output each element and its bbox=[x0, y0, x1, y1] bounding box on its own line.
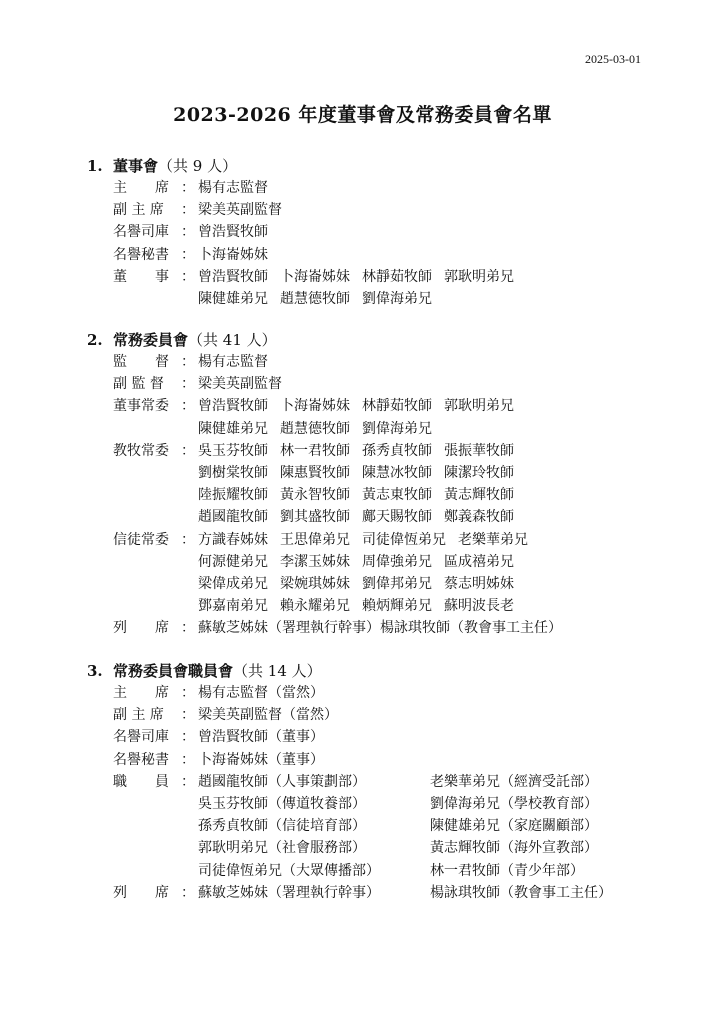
role-colon: ： bbox=[181, 685, 195, 701]
member-name: 林靜茹牧師 bbox=[362, 398, 432, 415]
member-name: 陸振耀牧師 bbox=[198, 487, 268, 504]
member-with-department: 吳玉芬牧師（傳道牧養部） bbox=[198, 796, 366, 812]
member-names bbox=[198, 551, 526, 571]
member-name: 曾浩賢牧師 bbox=[198, 224, 268, 241]
member-names bbox=[198, 199, 294, 219]
member-name: 劉其盛牧師 bbox=[280, 509, 350, 526]
section-number: 1. bbox=[87, 157, 103, 175]
member-names bbox=[198, 351, 280, 371]
role-colon: ： bbox=[181, 620, 195, 637]
member-name: 賴永耀弟兄 bbox=[280, 598, 350, 615]
member-name: 吳玉芬牧師 bbox=[198, 442, 268, 459]
role-colon: ： bbox=[181, 354, 195, 370]
role-colon: ： bbox=[181, 246, 195, 263]
member-name: 趙慧德牧師 bbox=[280, 420, 350, 437]
document-title: 2023-2026 年度董事會及常務委員會名單 bbox=[173, 104, 552, 126]
member-with-department: 陳健雄弟兄（家庭關顧部） bbox=[430, 818, 598, 835]
member-name: 蔡志明姊妹 bbox=[444, 576, 514, 592]
member-name: 老樂華弟兄 bbox=[458, 531, 528, 548]
member-name: 梁偉成弟兄 bbox=[198, 576, 268, 592]
section-name: 常務委員會職員會 bbox=[113, 662, 234, 680]
member-name: 周偉強弟兄 bbox=[362, 553, 432, 570]
member-name: 鄧嘉南弟兄 bbox=[198, 598, 268, 615]
member-name: 郭耿明弟兄 bbox=[444, 398, 514, 415]
member-name: 王思偉弟兄 bbox=[280, 531, 350, 548]
role-colon: ： bbox=[181, 729, 195, 746]
role-label: 名譽司庫 bbox=[113, 224, 169, 241]
member-with-department: 楊詠琪牧師（教會事工主任） bbox=[430, 884, 612, 901]
role-colon: ： bbox=[181, 376, 195, 393]
member-name: 孫秀貞牧師 bbox=[362, 442, 432, 459]
role-label: 名譽秘書 bbox=[113, 751, 169, 768]
member-name: 卜海崙姊妹 bbox=[280, 398, 350, 415]
member-name: 劉偉海弟兄 bbox=[362, 291, 432, 307]
member-name: 趙國龍牧師 bbox=[198, 509, 268, 526]
member-name: 趙慧德牧師 bbox=[280, 291, 350, 307]
member-name: 劉偉海弟兄 bbox=[362, 420, 432, 437]
member-names bbox=[198, 682, 336, 702]
role-label: 副 主 席 bbox=[113, 707, 164, 724]
role-colon: ： bbox=[181, 180, 195, 196]
member-names bbox=[198, 373, 294, 393]
member-names bbox=[198, 506, 526, 526]
member-with-department: 林一君牧師（青少年部） bbox=[430, 862, 584, 879]
member-name: 楊有志監督 bbox=[198, 180, 268, 196]
member-names bbox=[198, 484, 526, 504]
member-names bbox=[198, 617, 574, 637]
role-colon: ： bbox=[181, 398, 195, 415]
member-name: 梁美英副監督 bbox=[198, 376, 282, 393]
member-name: 李潔玉姊妹 bbox=[280, 553, 350, 570]
member-name: 賴炳輝弟兄 bbox=[362, 598, 432, 615]
section-number: 3. bbox=[87, 662, 103, 680]
section-number: 2. bbox=[87, 331, 103, 349]
section-heading bbox=[87, 155, 237, 176]
member-names bbox=[198, 726, 336, 746]
role-label: 主 席 bbox=[113, 685, 169, 701]
member-names bbox=[198, 177, 280, 197]
role-colon: ： bbox=[181, 268, 195, 285]
role-colon: ： bbox=[181, 531, 195, 548]
role-colon: ： bbox=[181, 442, 195, 459]
member-name: 陳惠賢牧師 bbox=[280, 465, 350, 481]
role-label: 名譽司庫 bbox=[113, 729, 169, 746]
member-name: 區成禧弟兄 bbox=[444, 553, 514, 570]
member-names bbox=[198, 266, 526, 286]
member-name: 梁美英副監督（當然） bbox=[198, 707, 338, 724]
section-count: （共 9 人） bbox=[158, 157, 238, 175]
member-with-department: 司徒偉恆弟兄（大眾傳播部） bbox=[198, 862, 380, 879]
member-names bbox=[198, 704, 350, 724]
member-name: 楊有志監督 bbox=[198, 354, 268, 370]
role-colon: ： bbox=[181, 751, 195, 768]
member-name: 梁婉琪姊妹 bbox=[280, 576, 350, 592]
member-with-department: 老樂華弟兄（經濟受託部） bbox=[430, 773, 598, 790]
role-colon: ： bbox=[181, 773, 195, 790]
member-name: 郭耿明弟兄 bbox=[444, 268, 514, 285]
member-name: 何源健弟兄 bbox=[198, 553, 268, 570]
member-names bbox=[198, 573, 526, 593]
member-name: 林一君牧師 bbox=[280, 442, 350, 459]
role-label: 職 員 bbox=[113, 773, 169, 790]
member-with-department: 蘇敏芝姊妹（署理執行幹事） bbox=[198, 884, 380, 901]
member-name: 卜海崙姊妹 bbox=[280, 268, 350, 285]
section-name: 董事會 bbox=[113, 157, 159, 175]
member-names bbox=[198, 595, 526, 615]
member-name: 卜海崙姊妹（董事） bbox=[198, 751, 324, 768]
member-name: 劉樹棠牧師 bbox=[198, 465, 268, 481]
member-name: 黃志東牧師 bbox=[362, 487, 432, 504]
role-label: 董 事 bbox=[113, 268, 169, 285]
member-name: 陳健雄弟兄 bbox=[198, 420, 268, 437]
member-name: 張振華牧師 bbox=[444, 442, 514, 459]
member-name: 蘇敏芝姊妹（署理執行幹事）楊詠琪牧師（教會事工主任） bbox=[198, 620, 562, 637]
role-label: 董事常委 bbox=[113, 398, 169, 415]
role-label: 名譽秘書 bbox=[113, 246, 169, 263]
member-with-department: 黃志輝牧師（海外宣教部） bbox=[430, 840, 598, 857]
member-names bbox=[198, 288, 444, 308]
member-with-department: 趙國龍牧師（人事策劃部） bbox=[198, 773, 366, 790]
role-label: 信徒常委 bbox=[113, 531, 169, 548]
role-label: 副 監 督 bbox=[113, 376, 164, 393]
section-heading bbox=[87, 329, 277, 350]
member-name: 楊有志監督（當然） bbox=[198, 685, 324, 701]
member-name: 司徒偉恆弟兄 bbox=[362, 531, 446, 548]
section-name: 常務委員會 bbox=[113, 331, 189, 349]
role-colon: ： bbox=[181, 202, 195, 219]
member-name: 黃永智牧師 bbox=[280, 487, 350, 504]
member-name: 曾浩賢牧師 bbox=[198, 398, 268, 415]
member-names bbox=[198, 395, 526, 415]
document-date: 2025-03-01 bbox=[585, 52, 641, 66]
member-name: 蘇明波長老 bbox=[444, 598, 514, 615]
role-label: 監 督 bbox=[113, 354, 169, 370]
role-colon: ： bbox=[181, 707, 195, 724]
section-count: （共 41 人） bbox=[188, 331, 277, 349]
member-names bbox=[198, 529, 540, 549]
member-name: 陳健雄弟兄 bbox=[198, 291, 268, 307]
role-label: 列 席 bbox=[113, 620, 169, 637]
member-name: 鄺天賜牧師 bbox=[362, 509, 432, 526]
member-names bbox=[198, 440, 526, 460]
member-name: 黃志輝牧師 bbox=[444, 487, 514, 504]
member-names bbox=[198, 749, 336, 769]
member-name: 陳潔玲牧師 bbox=[444, 465, 514, 481]
member-with-department: 劉偉海弟兄（學校教育部） bbox=[430, 796, 598, 812]
role-label: 主 席 bbox=[113, 180, 169, 196]
section-heading bbox=[87, 660, 322, 681]
member-name: 方識春姊妹 bbox=[198, 531, 268, 548]
role-label: 列 席 bbox=[113, 884, 169, 901]
member-with-department: 郭耿明弟兄（社會服務部） bbox=[198, 840, 366, 857]
role-label: 副 主 席 bbox=[113, 202, 164, 219]
member-name: 梁美英副監督 bbox=[198, 202, 282, 219]
member-names bbox=[198, 221, 280, 241]
member-name: 曾浩賢牧師（董事） bbox=[198, 729, 324, 746]
member-name: 林靜茹牧師 bbox=[362, 268, 432, 285]
member-names bbox=[198, 418, 444, 438]
member-names bbox=[198, 462, 526, 482]
role-colon: ： bbox=[181, 884, 195, 901]
member-name: 鄭義森牧師 bbox=[444, 509, 514, 526]
member-with-department: 孫秀貞牧師（信徒培育部） bbox=[198, 818, 366, 835]
role-label: 教牧常委 bbox=[113, 442, 169, 459]
role-colon: ： bbox=[181, 224, 195, 241]
member-name: 曾浩賢牧師 bbox=[198, 268, 268, 285]
section-count: （共 14 人） bbox=[233, 662, 322, 680]
member-name: 陳慧冰牧師 bbox=[362, 465, 432, 481]
member-name: 劉偉邦弟兄 bbox=[362, 576, 432, 592]
member-name: 卜海崙姊妹 bbox=[198, 246, 268, 263]
member-names bbox=[198, 244, 280, 264]
